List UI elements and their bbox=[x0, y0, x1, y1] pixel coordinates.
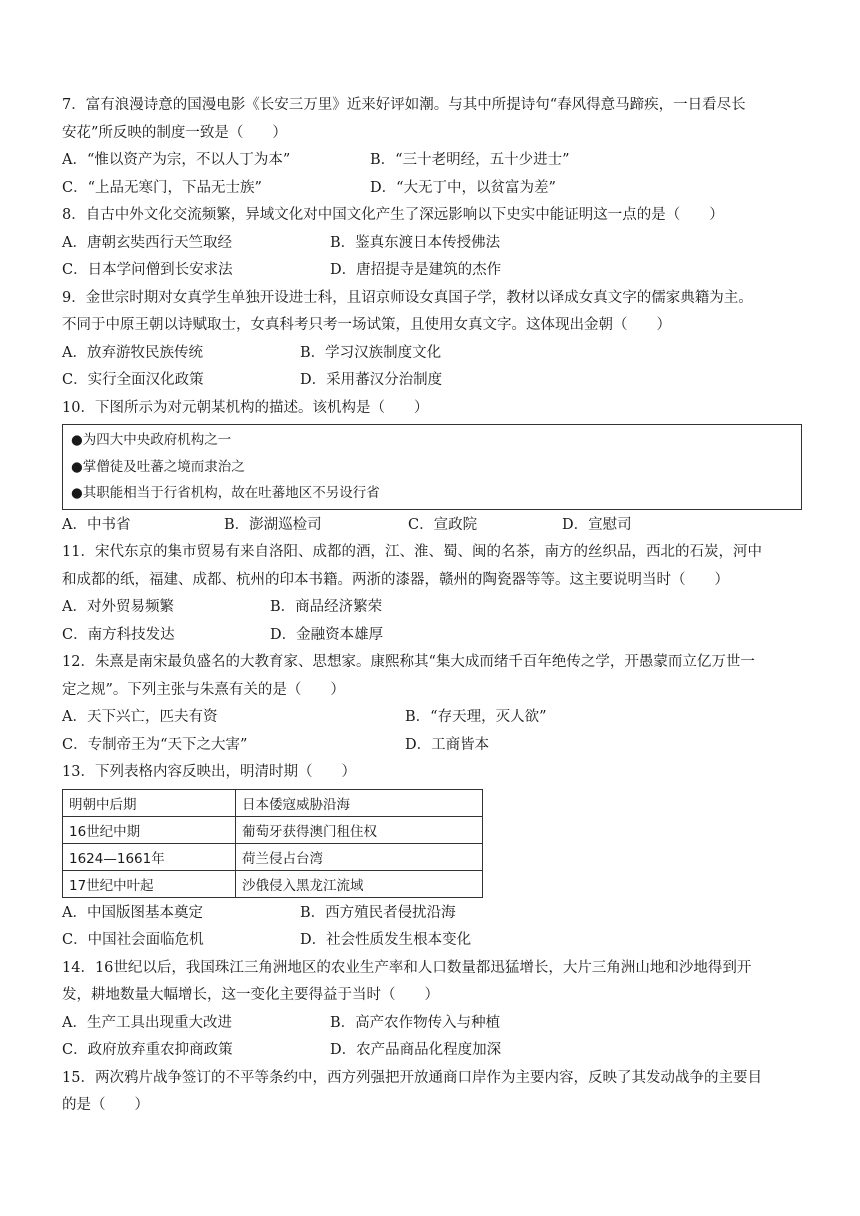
question-text: 12．朱熹是南宋最负盛名的大教育家、思想家。康熙称其“集大成而绪千百年绝传之学，开愚蒙而立亿万世一 bbox=[62, 654, 755, 670]
table-row bbox=[63, 816, 483, 843]
options-row bbox=[62, 175, 802, 203]
option-b[interactable]: B．学习汉族制度文化 bbox=[300, 344, 442, 361]
table-row bbox=[63, 870, 483, 897]
option-d[interactable]: D．农产品商品化程度加深 bbox=[330, 1042, 502, 1058]
options-row bbox=[62, 512, 802, 540]
question-text: 9．金世宗时期对女真学生单独开设进士科，且诏京师设女真国子学，教材以译成女真文字的儒家典籍为主。 bbox=[62, 289, 753, 306]
option-a[interactable]: A．中国版图基本奠定 bbox=[62, 904, 203, 921]
option-b[interactable]: B．商品经济繁荣 bbox=[270, 599, 383, 615]
table-cell: 荷兰侵占台湾 bbox=[236, 843, 483, 870]
question-12 bbox=[62, 649, 802, 759]
options-row bbox=[62, 147, 802, 175]
option-d[interactable]: D．唐招提寺是建筑的杰作 bbox=[330, 262, 502, 278]
options-row bbox=[62, 900, 802, 928]
question-text: 不同于中原王朝以诗赋取士，女真科考只考一场试策，且使用女真文字。这体现出金朝（ ） bbox=[62, 317, 671, 333]
question-text: 13．下列表格内容反映出，明清时期（ ） bbox=[62, 764, 356, 780]
option-d[interactable]: D．采用蕃汉分治制度 bbox=[300, 372, 443, 388]
option-c[interactable]: C．专制帝王为“天下之大害” bbox=[62, 736, 248, 753]
options-row bbox=[62, 594, 802, 622]
question-text: 10．下图所示为对元朝某机构的描述。该机构是（ ） bbox=[62, 399, 429, 416]
options-row bbox=[62, 1037, 802, 1065]
options-row bbox=[62, 622, 802, 650]
options-row bbox=[62, 927, 802, 955]
options-row bbox=[62, 704, 802, 732]
question-9 bbox=[62, 285, 802, 395]
question-10 bbox=[62, 395, 802, 540]
question-14 bbox=[62, 955, 802, 1065]
options-row bbox=[62, 257, 802, 285]
options-row bbox=[62, 340, 802, 368]
option-a[interactable]: A．唐朝玄奘西行天竺取经 bbox=[62, 234, 232, 251]
option-d[interactable]: D．工商皆本 bbox=[405, 736, 490, 753]
question-text: 定之规”。下列主张与朱熹有关的是（ ） bbox=[62, 681, 345, 698]
option-d[interactable]: D．宣慰司 bbox=[562, 516, 632, 533]
option-b[interactable]: B．“三十老明经，五十少进士” bbox=[370, 152, 570, 168]
table-cell: 16世纪中期 bbox=[63, 816, 236, 843]
option-b[interactable]: B．鉴真东渡日本传授佛法 bbox=[330, 234, 501, 251]
question-text: 发，耕地数量大幅增长，这一变化主要得益于当时（ ） bbox=[62, 987, 439, 1003]
question-7 bbox=[62, 92, 802, 202]
table-cell: 葡萄牙获得澳门租住权 bbox=[236, 816, 483, 843]
box-line: ●为四大中央政府机构之一 bbox=[71, 432, 232, 448]
question-text: 的是（ ） bbox=[62, 1097, 149, 1113]
option-a[interactable]: A．天下兴亡，匹夫有资 bbox=[62, 709, 218, 725]
box-line: ●掌僧徒及吐蕃之境而隶治之 bbox=[71, 458, 245, 475]
option-b[interactable]: B．“存天理，灭人欲” bbox=[405, 709, 547, 725]
option-d[interactable]: D．“大无丁中，以贫富为差” bbox=[370, 179, 556, 196]
option-b[interactable]: B．西方殖民者侵扰沿海 bbox=[300, 904, 456, 921]
option-c[interactable]: C．中国社会面临危机 bbox=[62, 932, 204, 948]
option-c[interactable]: C．宣政院 bbox=[408, 516, 478, 533]
option-a[interactable]: A．对外贸易频繁 bbox=[62, 599, 174, 615]
question-text: 15．两次鸦片战争签订的不平等条约中，西方列强把开放通商口岸作为主要内容，反映了其发动战争的主要目 bbox=[62, 1069, 762, 1086]
option-c[interactable]: C．日本学问僧到长安求法 bbox=[62, 262, 233, 278]
options-row bbox=[62, 230, 802, 258]
option-a[interactable]: A．放弃游牧民族传统 bbox=[62, 344, 203, 361]
events-table bbox=[62, 789, 483, 898]
table-cell: 明朝中后期 bbox=[63, 789, 236, 816]
option-c[interactable]: C．政府放弃重农抑商政策 bbox=[62, 1042, 233, 1058]
option-d[interactable]: D．社会性质发生根本变化 bbox=[300, 932, 472, 948]
table-cell: 日本倭寇威胁沿海 bbox=[236, 789, 483, 816]
options-row bbox=[62, 1010, 802, 1038]
option-c[interactable]: C．实行全面汉化政策 bbox=[62, 372, 204, 388]
option-a[interactable]: A．中书省 bbox=[62, 516, 131, 533]
question-text: 8．自古中外文化交流频繁，异域文化对中国文化产生了深远影响以下史实中能证明这一点的是（ ） bbox=[62, 207, 724, 223]
option-d[interactable]: D．金融资本雄厚 bbox=[270, 626, 384, 643]
question-8 bbox=[62, 202, 802, 285]
question-15 bbox=[62, 1065, 802, 1120]
question-text: 和成都的纸，福建、成都、杭州的印本书籍。两浙的漆器，赣州的陶瓷器等等。这主要说明当时（ ） bbox=[62, 571, 729, 588]
table-cell: 1624—1661年 bbox=[63, 843, 236, 870]
option-c[interactable]: C．“上品无寒门，下品无士族” bbox=[62, 179, 262, 196]
question-13 bbox=[62, 759, 802, 955]
options-row bbox=[62, 732, 802, 760]
box-line: ●其职能相当于行省机构，故在吐蕃地区不另设行省 bbox=[71, 485, 380, 501]
table-cell: 17世纪中叶起 bbox=[63, 870, 236, 897]
question-text: 14．16世纪以后，我国珠江三角洲地区的农业生产率和人口数量都迅猛增长，大片三角洲山地和沙地得到开 bbox=[62, 959, 752, 976]
question-text: 安花”所反映的制度一致是（ ） bbox=[62, 124, 287, 141]
description-box bbox=[62, 424, 802, 510]
table-row bbox=[63, 789, 483, 816]
option-a[interactable]: A．生产工具出现重大改进 bbox=[62, 1014, 232, 1031]
exam-page bbox=[62, 92, 802, 1120]
question-text: 7．富有浪漫诗意的国漫电影《长安三万里》近来好评如潮。与其中所提诗句“春风得意马蹄疾，一日看尽长 bbox=[62, 97, 746, 113]
question-11 bbox=[62, 539, 802, 649]
option-a[interactable]: A．“惟以资产为宗，不以人丁为本” bbox=[62, 152, 291, 168]
options-row bbox=[62, 367, 802, 395]
table-row bbox=[63, 843, 483, 870]
option-c[interactable]: C．南方科技发达 bbox=[62, 626, 175, 643]
option-b[interactable]: B．澎湖巡检司 bbox=[224, 516, 322, 533]
option-b[interactable]: B．高产农作物传入与种植 bbox=[330, 1014, 501, 1031]
question-text: 11．宋代东京的集市贸易有来自洛阳、成都的酒，江、淮、蜀、闽的名茶，南方的丝织品，西北的石炭，河中 bbox=[62, 544, 762, 560]
table-cell: 沙俄侵入黑龙江流域 bbox=[236, 870, 483, 897]
